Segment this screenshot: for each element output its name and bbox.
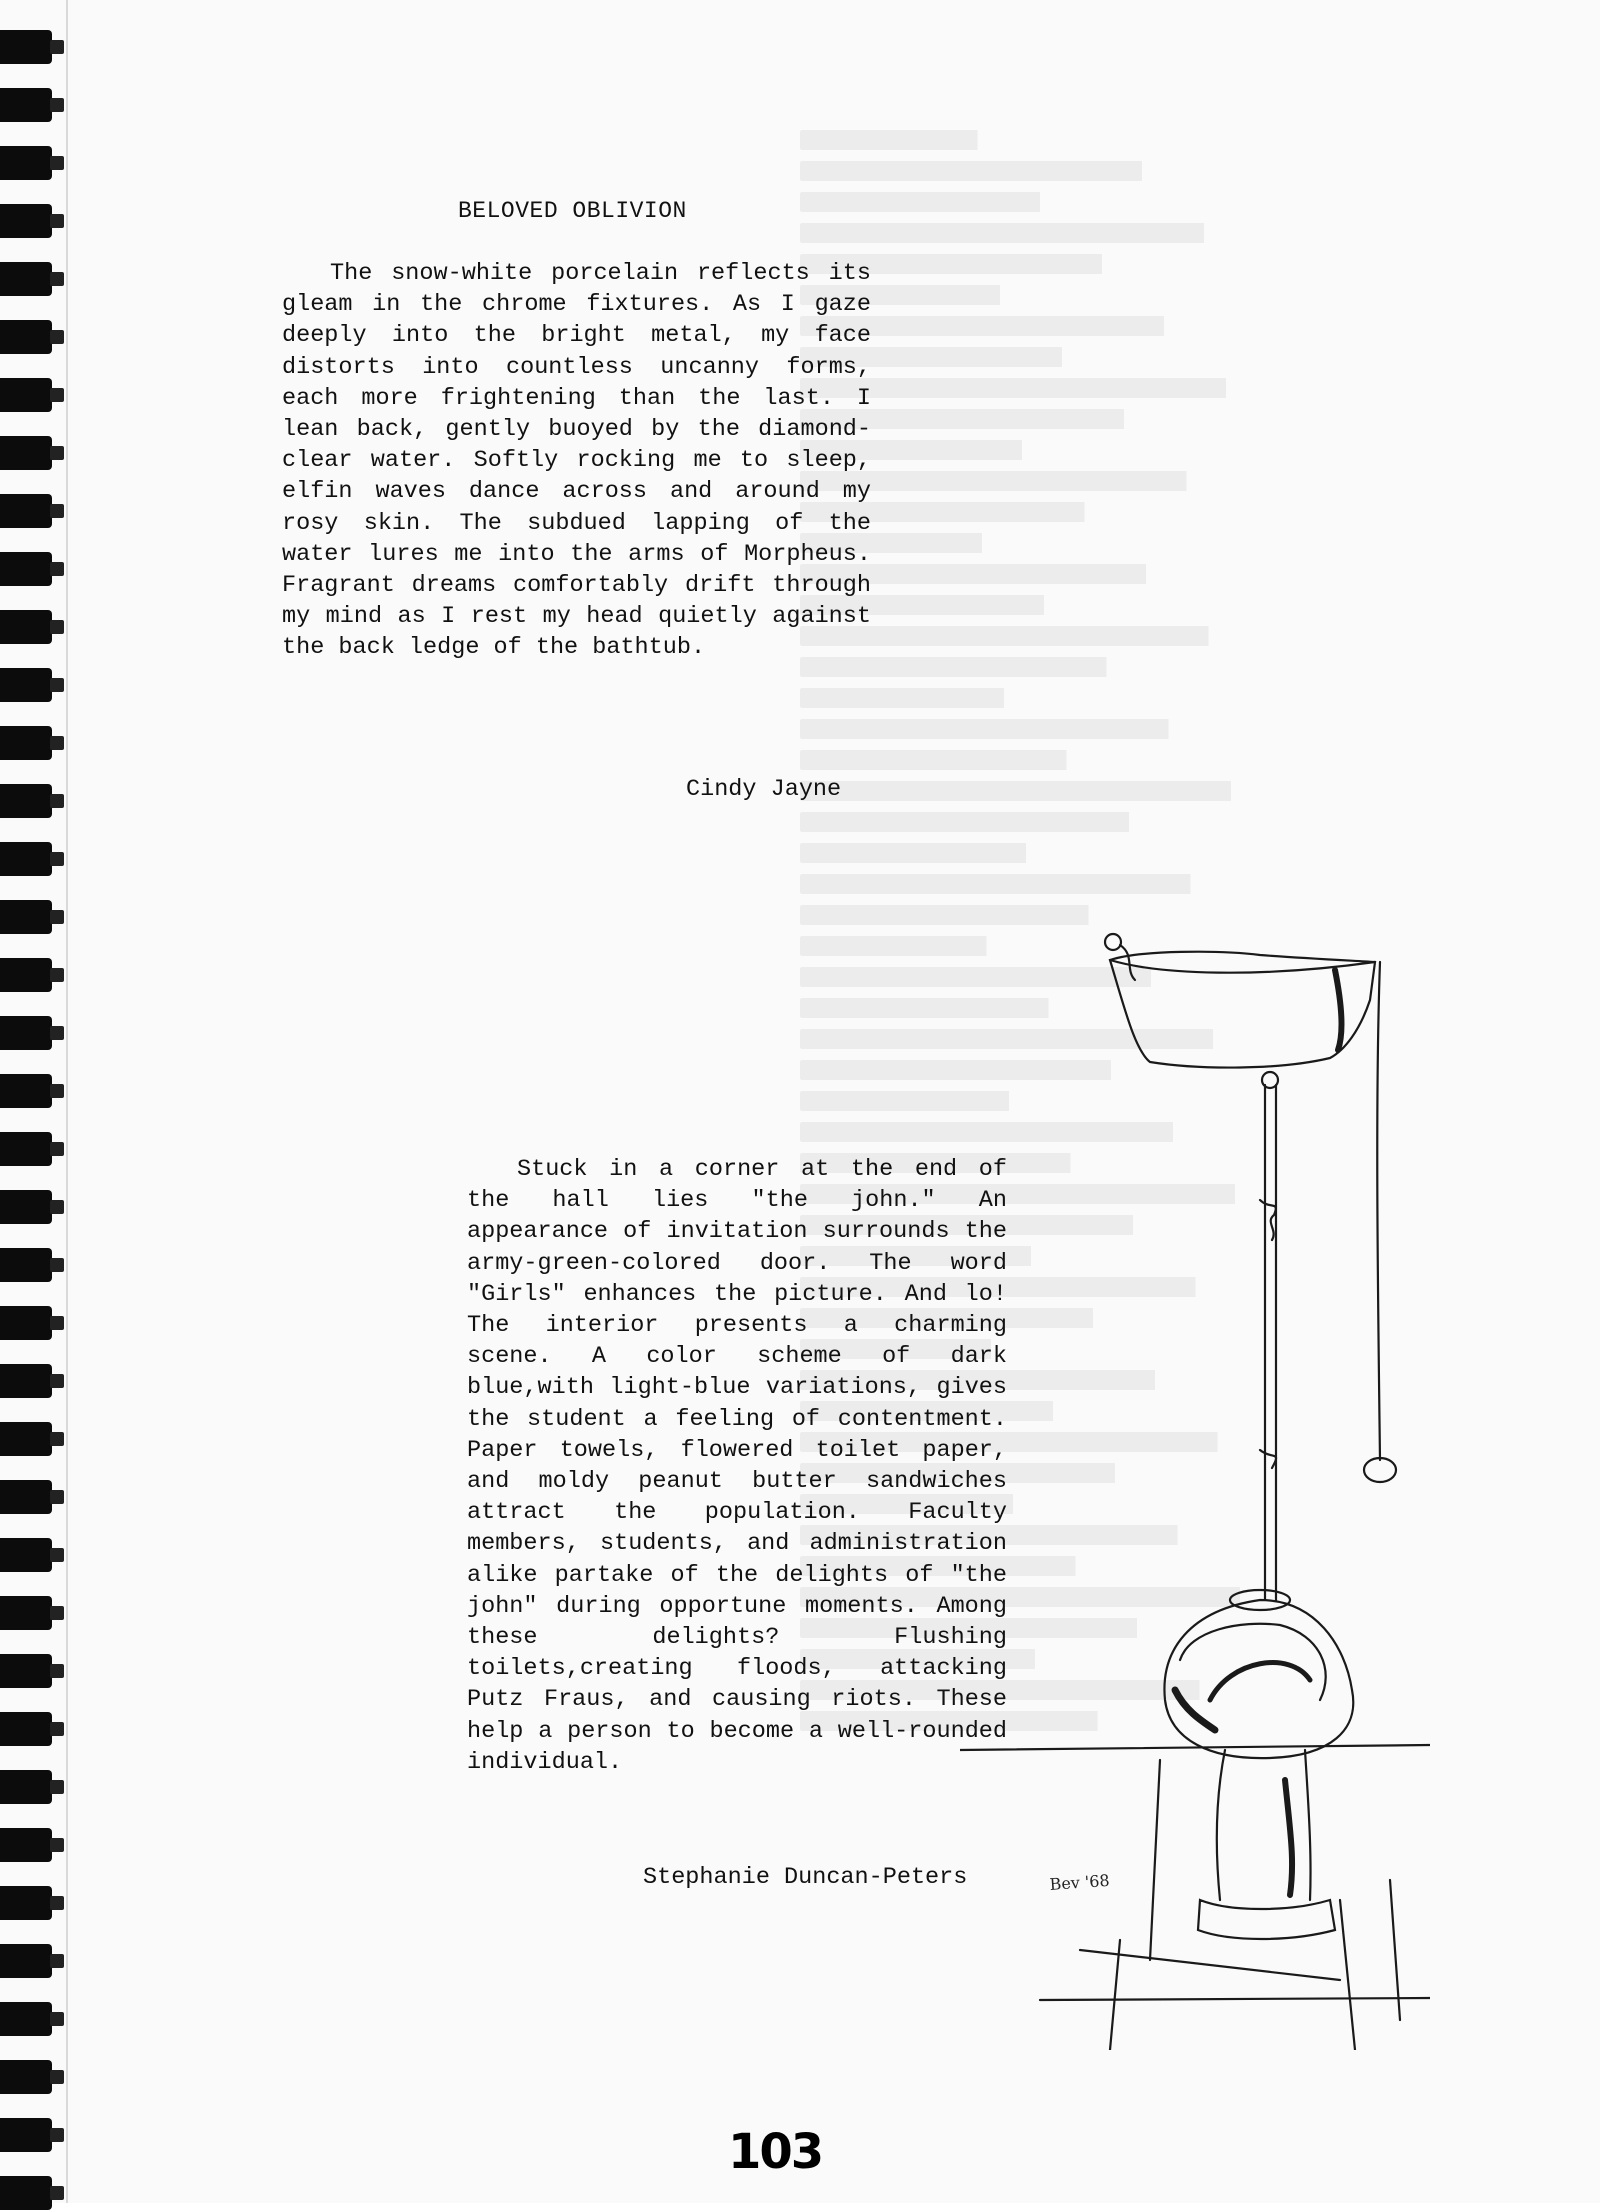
show-through-line [800, 254, 1303, 274]
story-paragraph: The snow-white porcelain reflects its gleam in the chrome fixtures. As I gaze deeply into the bright metal, my face distorts into countless uncanny forms, each more frightening than the last. I lean back, gently buoyed by the diamond-clear water. Softly rocking me to sleep, elfin waves dance across and around my rosy skin. The subdued lapping of the water lures me into the arms of Morpheus. Fragrant dreams comfortably drift through my mind as I rest my head quietly against the back ledge of the bathtub. [282, 260, 871, 662]
binding-ring [0, 610, 52, 644]
show-through-line [800, 502, 1274, 522]
show-through-line [800, 843, 1177, 863]
binding-ring [0, 262, 52, 296]
show-through-line [800, 874, 1451, 894]
binding-ring [0, 320, 52, 354]
binding-ring [0, 1248, 52, 1282]
binding-ring [0, 1654, 52, 1688]
toilet-illustration [960, 900, 1430, 2050]
page-number: 103 [728, 2124, 823, 2180]
show-through-line [800, 409, 1340, 429]
show-through-line [800, 657, 1311, 677]
binding-ring [0, 436, 52, 470]
binding-ring [0, 1306, 52, 1340]
spiral-binding [0, 0, 70, 2203]
binding-ring [0, 2002, 52, 2036]
show-through-line [800, 626, 1481, 646]
show-through-line [800, 688, 1140, 708]
binding-ring [0, 1712, 52, 1746]
binding-ring [0, 2118, 52, 2152]
artist-signature: Bev '68 [1048, 1870, 1111, 1894]
binding-ring [0, 204, 52, 238]
binding-ring [0, 1074, 52, 1108]
binding-ring [0, 146, 52, 180]
binding-ring [0, 1944, 52, 1978]
author-byline: Stephanie Duncan-Peters [643, 1864, 968, 1891]
binding-ring [0, 958, 52, 992]
story-body-beloved-oblivion [282, 258, 871, 664]
show-through-line [800, 719, 1414, 739]
binding-ring [0, 1190, 52, 1224]
binding-ring [0, 1132, 52, 1166]
show-through-line [800, 812, 1348, 832]
show-through-line [800, 378, 1510, 398]
show-through-line [800, 223, 1473, 243]
binding-ring [0, 88, 52, 122]
show-through-line [800, 564, 1377, 584]
binding-ring [0, 552, 52, 586]
binding-ring [0, 1596, 52, 1630]
binding-ring [0, 1422, 52, 1456]
binding-ring [0, 668, 52, 702]
author-byline: Cindy Jayne [686, 776, 842, 803]
binding-ring [0, 1828, 52, 1862]
page-edge [66, 0, 68, 2203]
story-body-the-john: Stuck in a corner at the end of the hall lies "the john." An appearance of invitation surrounds the army-green-colored door. The word "Girls" enhances the picture. And lo! The interior presents a charming scene. A color scheme of dark blue,with light-blue variations, gives the student a feeling of contentment. Paper towels, flowered toilet paper, and moldy peanut butter sandwiches attract the population. Faculty members, students, and administration alike partake of the delights of "the john" during opportune moments. Among these delights? Flushing toilets,creating floods, attacking Putz Fraus, and causing riots. These help a person to become a well-rounded individual. [467, 1156, 1007, 1776]
binding-ring [0, 378, 52, 412]
show-through-line [800, 130, 1096, 150]
binding-ring [0, 726, 52, 760]
show-through-line [800, 471, 1444, 491]
binding-ring [0, 30, 52, 64]
story-title: BELOVED OBLIVION [458, 198, 687, 224]
binding-ring [0, 1364, 52, 1398]
binding-ring [0, 1538, 52, 1572]
binding-ring [0, 1770, 52, 1804]
binding-ring [0, 842, 52, 876]
binding-ring [0, 900, 52, 934]
binding-ring [0, 2176, 52, 2210]
binding-ring [0, 1016, 52, 1050]
show-through-line [800, 750, 1244, 770]
show-through-line [800, 781, 1518, 801]
binding-ring [0, 2060, 52, 2094]
show-through-line [800, 161, 1370, 181]
binding-ring [0, 1886, 52, 1920]
show-through-line [800, 192, 1200, 212]
binding-ring [0, 1480, 52, 1514]
binding-ring [0, 494, 52, 528]
show-through-line [800, 316, 1407, 336]
binding-ring [0, 784, 52, 818]
